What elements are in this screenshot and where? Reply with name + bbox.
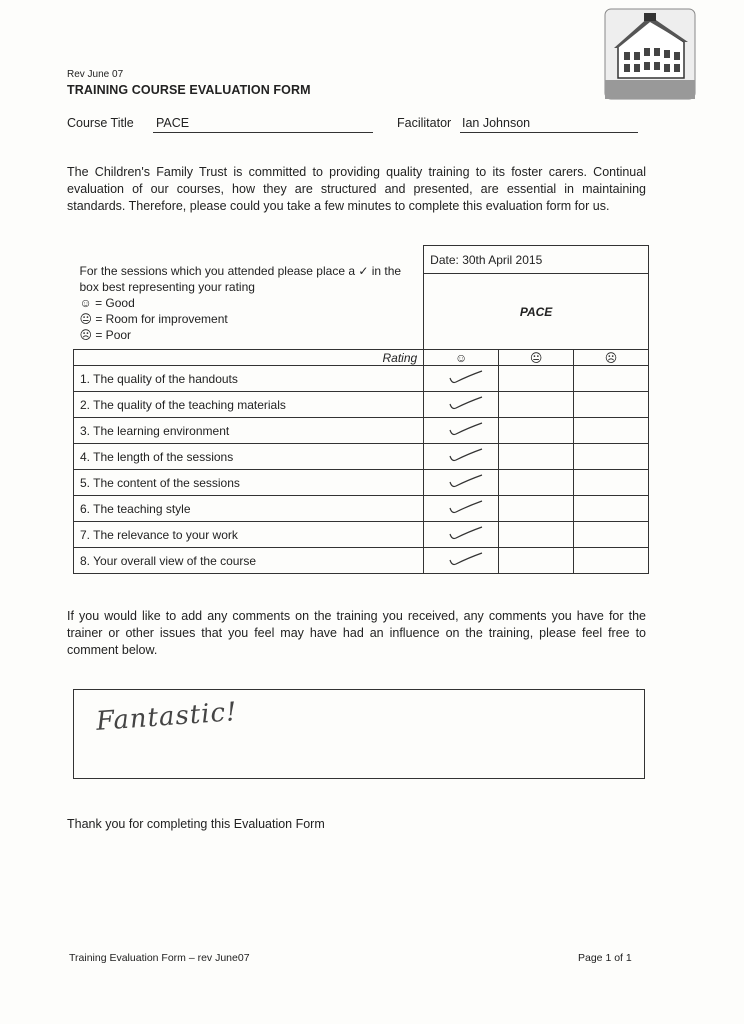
rating-cell-improve[interactable] <box>499 392 574 418</box>
date-cell <box>424 246 649 274</box>
rating-cell-good[interactable] <box>424 366 499 392</box>
checkmark-icon <box>446 368 486 388</box>
rating-cell-poor[interactable] <box>574 548 649 574</box>
rating-cell-poor[interactable] <box>574 522 649 548</box>
rating-cell-improve[interactable] <box>499 418 574 444</box>
neutral-face-icon: 😐 <box>499 350 574 366</box>
facilitator-field[interactable] <box>460 116 638 133</box>
course-title-label: Course Title <box>67 116 134 130</box>
table-row <box>74 522 649 548</box>
page-number: Page 1 of 1 <box>578 952 632 964</box>
good-face-icon: ☺ <box>424 350 499 366</box>
comments-prompt: If you would like to add any comments on the training you received, any comments you have for the trainer or other issues that you feel may have had an influence on the training, please feel free to comment below. <box>67 609 646 657</box>
rating-cell-good[interactable] <box>424 418 499 444</box>
rating-cell-good[interactable] <box>424 444 499 470</box>
evaluation-table <box>73 245 649 574</box>
legend-good: ☺ = Good <box>79 296 135 310</box>
facilitator-value: Ian Johnson <box>462 116 531 130</box>
question-label: 2. The quality of the teaching materials <box>74 392 424 418</box>
question-label: 7. The relevance to your work <box>74 522 424 548</box>
rating-cell-poor[interactable] <box>574 366 649 392</box>
table-row <box>74 548 649 574</box>
legend-poor: ☹ = Poor <box>79 328 132 342</box>
table-row <box>74 392 649 418</box>
instructions-cell <box>74 246 424 350</box>
rating-cell-improve[interactable] <box>499 548 574 574</box>
comments-box[interactable] <box>73 689 645 779</box>
rating-cell-good[interactable] <box>424 548 499 574</box>
checkmark-icon <box>446 524 486 544</box>
checkmark-icon <box>446 420 486 440</box>
rating-cell-poor[interactable] <box>574 444 649 470</box>
checkmark-icon <box>446 446 486 466</box>
facilitator-label: Facilitator <box>397 116 452 130</box>
checkmark-icon <box>446 394 486 414</box>
intro-paragraph: The Children's Family Trust is committed to providing quality training to its foster carers. Continual evaluation of our courses, how they are structured and presented, are essential in maintaining standards. Therefore, please could you take a few minutes to complete this evaluation form for us. <box>67 165 646 213</box>
thank-you-text: Thank you for completing this Evaluation Form <box>67 817 325 831</box>
rating-cell-poor[interactable] <box>574 418 649 444</box>
checkmark-icon <box>446 498 486 518</box>
sad-face-icon: ☹ <box>574 350 649 366</box>
instructions-text: For the sessions which you attended please place a ✓ in the box best representing your rating <box>79 264 402 294</box>
table-row <box>74 366 649 392</box>
question-label: 3. The learning environment <box>74 418 424 444</box>
rating-cell-improve[interactable] <box>499 496 574 522</box>
rating-cell-good[interactable] <box>424 392 499 418</box>
rating-cell-good[interactable] <box>424 496 499 522</box>
course-title-value: PACE <box>156 116 190 130</box>
rating-cell-improve[interactable] <box>499 470 574 496</box>
rating-cell-improve[interactable] <box>499 444 574 470</box>
session-name: PACE <box>424 274 649 350</box>
rating-cell-poor[interactable] <box>574 392 649 418</box>
rating-cell-improve[interactable] <box>499 522 574 548</box>
rating-cell-improve[interactable] <box>499 366 574 392</box>
question-label: 6. The teaching style <box>74 496 424 522</box>
table-row <box>74 418 649 444</box>
rating-cell-good[interactable] <box>424 522 499 548</box>
legend-improve: 😐 = Room for improvement <box>79 312 228 326</box>
rating-cell-poor[interactable] <box>574 496 649 522</box>
footer-left: Training Evaluation Form – rev June07 <box>69 952 250 964</box>
table-row <box>74 496 649 522</box>
session-date: Date: 30th April 2015 <box>430 252 543 267</box>
rating-label: Rating <box>74 350 424 366</box>
checkmark-icon <box>446 472 486 492</box>
question-label: 8. Your overall view of the course <box>74 548 424 574</box>
rating-cell-good[interactable] <box>424 470 499 496</box>
revision-label: Rev June 07 <box>67 69 124 80</box>
rating-cell-poor[interactable] <box>574 470 649 496</box>
form-title: TRAINING COURSE EVALUATION FORM <box>67 83 311 97</box>
checkmark-icon <box>446 550 486 570</box>
question-label: 4. The length of the sessions <box>74 444 424 470</box>
table-row <box>74 444 649 470</box>
course-title-field[interactable] <box>153 116 373 133</box>
question-label: 5. The content of the sessions <box>74 470 424 496</box>
house-logo-icon <box>604 8 696 100</box>
table-row <box>74 470 649 496</box>
question-label: 1. The quality of the handouts <box>74 366 424 392</box>
handwritten-comment: Fantastic! <box>95 697 239 737</box>
